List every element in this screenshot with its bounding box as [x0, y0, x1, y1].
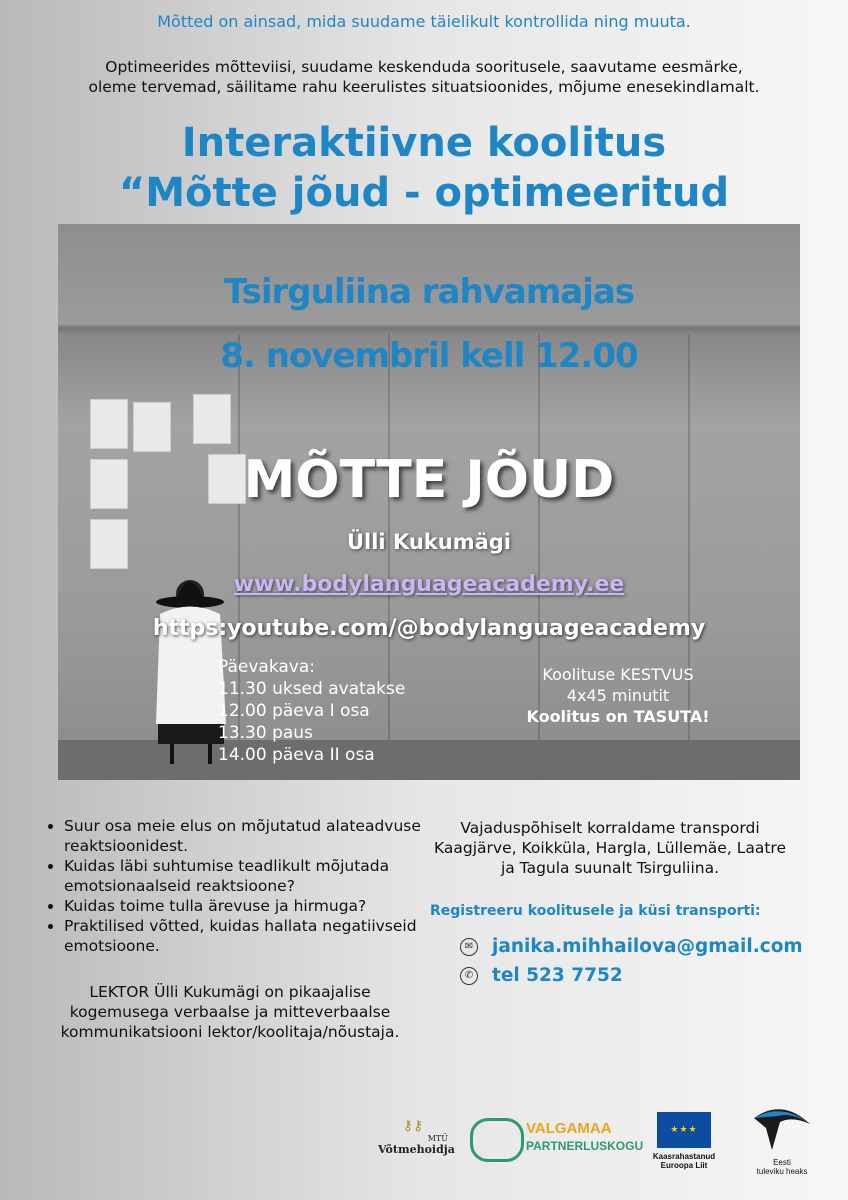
title-line-1: Interaktiivne koolitus	[181, 120, 667, 166]
eu-line-1: Kaasrahastanud	[652, 1152, 716, 1161]
agenda-item: 13.30 paus	[218, 723, 313, 743]
swallow-icon	[752, 1104, 812, 1154]
transport-info: Vajaduspõhiselt korraldame transpordi Kaagjärve, Koikküla, Hargla, Lüllemäe, Laatre ja Tagula suunalt Tsirguliina.	[434, 819, 786, 877]
email-row	[460, 936, 803, 957]
duration-line-2: 4x45 minutit	[566, 686, 670, 705]
title-line-2: “Mõtte jõud - optimeeritud	[118, 170, 730, 216]
partnerluskogu-text: PARTNERLUSKOGU	[526, 1139, 644, 1153]
free-notice: Koolitus on TASUTA!	[526, 707, 710, 726]
lector-info: LEKTOR Ülli Kukumägi on pikaajalise kogemusega verbaalse ja mitteverbaalse kommunikatsiooni lektor/koolitaja/nõustaja.	[60, 983, 400, 1041]
agenda-item: 11.30 uksed avatakse	[218, 679, 406, 699]
intro-text	[0, 57, 848, 97]
youtube-link[interactable]: https:youtube.com/@bodylanguageacademy	[152, 616, 706, 641]
email-link[interactable]: janika.mihhailova@gmail.com	[492, 936, 803, 957]
phone-number[interactable]: tel 523 7752	[492, 965, 623, 986]
list-item: • Kuidas toime tulla ärevuse ja hirmuga?	[64, 896, 444, 916]
duration-line-1: Koolituse KESTVUS	[542, 665, 694, 684]
intro-line-1: Optimeerides mõtteviisi, suudame keskenduda sooritusele, saavutame eesmärke,	[105, 58, 743, 76]
list-item: • Kuidas läbi suhtumise teadlikult mõjutada emotsionaalseid reaktsioone?	[64, 856, 444, 896]
speaker-name: Ülli Kukumägi	[346, 530, 511, 554]
list-item: • Praktilised võtted, kuidas hallata negatiivseid emotsioone.	[64, 916, 444, 956]
eesti-line-2: tuleviku heaks	[756, 1167, 808, 1176]
votmehoidja-small: MTÜ	[427, 1134, 448, 1143]
eesti-line-1: Eesti	[773, 1158, 791, 1167]
venue: Tsirguliina rahvamajas	[223, 272, 635, 312]
agenda-item: 14.00 päeva II osa	[218, 745, 375, 765]
mail-icon: ✉	[460, 938, 478, 956]
agenda-item: 12.00 päeva I osa	[218, 701, 370, 721]
phone-row	[460, 965, 623, 986]
duration-info	[498, 664, 738, 727]
intro-line-2: oleme tervemad, säilitame rahu keerulistes situatsioonides, mõjume enesekindlamalt.	[88, 78, 760, 96]
phone-icon: ✆	[460, 967, 478, 985]
agenda-title: Päevakava:	[218, 657, 316, 677]
register-heading: Registreeru koolitusele ja küsi transporti:	[430, 903, 761, 919]
list-item: • Suur osa meie elus on mõjutatud alateadvuse reaktsioonidest.	[64, 816, 444, 856]
event-date: 8. novembril kell 12.00	[220, 336, 638, 376]
eu-logo	[650, 1112, 718, 1170]
bullet-list	[40, 816, 444, 956]
handshake-icon	[470, 1118, 524, 1162]
eu-line-2: Euroopa Liit	[660, 1161, 708, 1170]
event-photo	[58, 224, 800, 780]
eu-flag-icon: ★★★	[657, 1112, 711, 1148]
key-icon: ⚷⚷	[402, 1118, 424, 1134]
agenda	[218, 656, 405, 766]
votmehoidja-text: Võtmehoidja	[378, 1143, 455, 1156]
event-title: MÕTTE JÕUD	[243, 450, 615, 510]
valgamaa-logo	[470, 1118, 644, 1158]
votmehoidja-logo	[378, 1118, 455, 1156]
valgamaa-text: VALGAMAA	[526, 1120, 612, 1137]
website-link[interactable]: www.bodylanguageacademy.ee	[233, 572, 625, 597]
eesti-logo	[752, 1104, 822, 1176]
quote-text: Mõtted on ainsad, mida suudame täielikult kontrollida ning muuta.	[157, 12, 691, 31]
